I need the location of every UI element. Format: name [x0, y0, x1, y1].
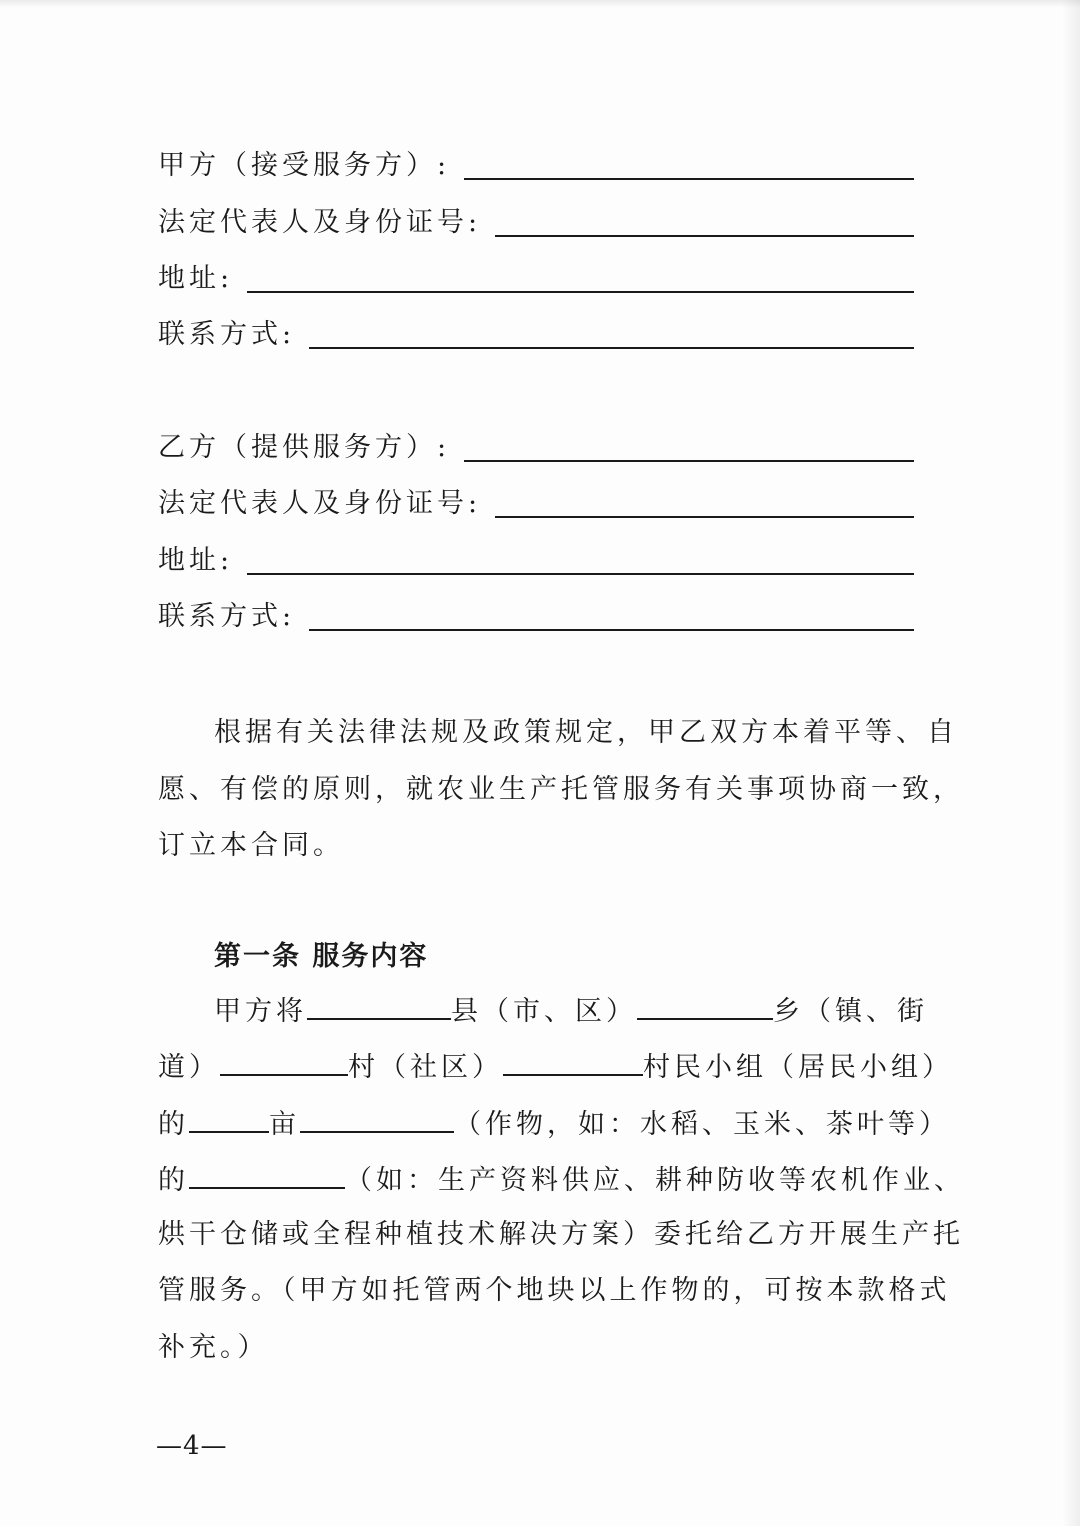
party-b-address-blank[interactable] — [247, 572, 914, 575]
service-type-blank[interactable] — [189, 1157, 345, 1189]
article-1-text: 村民小组（居民小组） — [643, 1052, 953, 1083]
article-1-text: 的 — [158, 1165, 189, 1196]
party-b-rep-label: 法定代表人及身份证号: — [158, 488, 482, 519]
article-1-text: 甲方将 — [214, 996, 307, 1027]
scan-edge-top — [0, 0, 1080, 8]
party-a-address-field — [158, 259, 914, 299]
article-1-line-4 — [158, 1157, 965, 1199]
preamble-line-3: 订立本合同。 — [158, 830, 344, 861]
article-1-line-3 — [158, 1101, 950, 1143]
preamble-line-2: 愿、有偿的原则，就农业生产托管服务有关事项协商一致， — [158, 774, 964, 805]
article-1-line-7: 补充。） — [158, 1332, 269, 1363]
party-b-address-field — [158, 541, 914, 581]
article-1-text: 村（社区） — [348, 1052, 503, 1083]
article-1-heading: 第一条 服务内容 — [214, 941, 429, 972]
party-b-name-blank[interactable] — [464, 459, 914, 462]
article-1-text: （作物，如：水稻、玉米、茶叶等） — [454, 1109, 950, 1140]
party-a-contact-blank[interactable] — [309, 346, 914, 349]
party-b-name-field — [158, 428, 914, 468]
crop-blank[interactable] — [300, 1101, 454, 1133]
party-b-rep-field — [158, 484, 914, 524]
article-1-line-5: 烘干仓储或全程种植技术解决方案）委托给乙方开展生产托 — [158, 1219, 964, 1250]
party-b-contact-field — [158, 597, 914, 637]
article-1-text: 的 — [158, 1109, 189, 1140]
scan-edge-right — [1062, 0, 1080, 1526]
party-a-name-blank[interactable] — [464, 177, 914, 180]
party-a-address-blank[interactable] — [247, 290, 914, 293]
page-number: —4— — [156, 1431, 228, 1461]
acreage-blank[interactable] — [189, 1101, 269, 1133]
party-b-address-label: 地址: — [158, 545, 234, 576]
party-a-name-label: 甲方（接受服务方）: — [158, 150, 451, 181]
county-blank[interactable] — [307, 988, 451, 1020]
party-a-contact-field — [158, 315, 914, 355]
article-1-line-2 — [158, 1044, 953, 1086]
township-blank[interactable] — [637, 988, 773, 1020]
article-1-text: 道） — [158, 1052, 220, 1083]
village-blank[interactable] — [220, 1044, 348, 1076]
article-1-line-1 — [214, 988, 928, 1030]
villager-group-blank[interactable] — [503, 1044, 643, 1076]
article-1-line-6: 管服务。（甲方如托管两个地块以上作物的，可按本款格式 — [158, 1275, 951, 1306]
article-1-text: 乡（镇、街 — [773, 996, 928, 1027]
party-b-rep-blank[interactable] — [495, 515, 914, 518]
article-1-text: 县（市、区） — [451, 996, 637, 1027]
party-a-rep-field — [158, 203, 914, 243]
article-1-text: 亩 — [269, 1109, 300, 1140]
party-b-name-label: 乙方（提供服务方）: — [158, 432, 451, 463]
party-a-address-label: 地址: — [158, 263, 234, 294]
party-a-contact-label: 联系方式: — [158, 319, 296, 350]
party-a-rep-blank[interactable] — [495, 234, 914, 237]
party-a-rep-label: 法定代表人及身份证号: — [158, 207, 482, 238]
party-b-contact-label: 联系方式: — [158, 601, 296, 632]
article-1-text: （如：生产资料供应、耕种防收等农机作业、 — [345, 1165, 965, 1196]
party-b-contact-blank[interactable] — [309, 628, 914, 631]
preamble-line-1: 根据有关法律法规及政策规定，甲乙双方本着平等、自 — [214, 717, 958, 748]
party-a-name-field — [158, 146, 914, 186]
